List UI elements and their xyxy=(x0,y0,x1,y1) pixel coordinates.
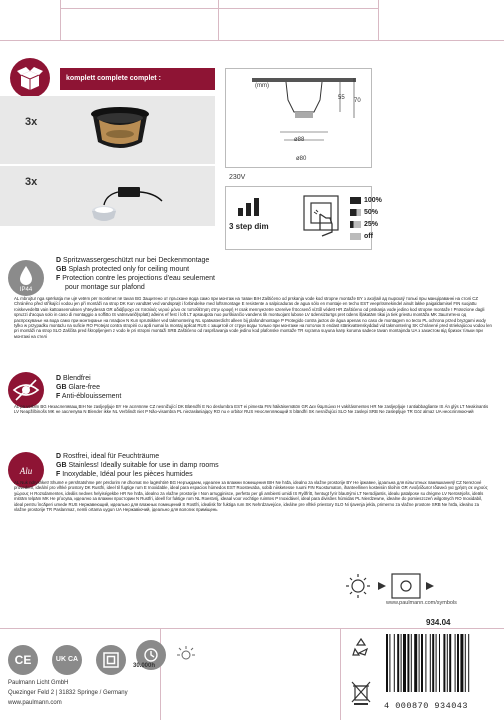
feature-ip44-translations: AL mbrojtur nga spërkatja me ujë vetëm për montimet në tavan BG Защитено от пръскане вода само при монтаж на таван BIH Zaštićeno od prskanja vode kod stropne montaže BY з ахоўай ад пырскаў толькі пры манціраванні на столі CZ Chráněno před stříkající vodou jen při montáži na strop DK Kun vandtæt ved vandsprøjt i forbindelse med loftsmontage E resistente a salpicaduras de agua sólo en montaje en techo EST veepritsmekindel ainult lakke paigaldamisel FIN suojattu roiskevedeltä vain kattoasennuksen yhteydessä GR αδιάβροχο σε πιτσιλιές νερού μόνο σε τοποθέτηση στην οροφή H csak mennyezetre szerelve fröccsenő víztől védett HR Zaštićeno od prskanja vode jedino kod stropne montaže I Protezione dagli spruzzi d'acqua solo in caso di montaggio a soffitto IS vatnsvarið(splatt) aðeins ef fest í loft LT apsaugota nuo purškiančio vandens tik montuojant lubose LV ūdensizturīgs pret ūdens šļakatām tikai ja tiek griestu montāža MK Заштитено од распрскување на вода само при монтирање на плафон N Kun sprutsikker ved takmontering NL spatwaterdicht alleen bij plafondmontage P Protegido contra jactos de água apenas no caso de montagem no tecto PL ochrona przed bryzgami wody tylko w przypadku montażu na suficie RO Protejat contra stropirii cu apă numai la montaj aplicat RUS с защитой от струи воды только при монтаже на потолок S endast stänkvattenskyddad vid takmontering SK Chránené pred striekajúcou vodou len pri montáži na strop SLO Zaščita pred škropljenjem z vodo le pri stropni montaži SRB Zaštićeno od raspršavanja vode jedino kod plafonske montaže TR sıçrama suyuna karşı koruma sadece tavan montajında UA з захистом від бризок тільки при монтажі на стелі xyxy=(14,296,492,339)
contents-label: komplett complete complet : xyxy=(60,68,215,90)
item2-count: 3x xyxy=(25,176,38,188)
symbols-url: www.paulmann.com/symbols xyxy=(386,600,457,606)
height2-label: 70 xyxy=(354,98,361,104)
article-number: 934.04 xyxy=(426,618,451,627)
outer-diameter-value: 88 xyxy=(297,137,305,143)
barcode-digits: 4 000870 934043 xyxy=(384,701,469,711)
feature-line: F Protection contre les projections d'eau seulement xyxy=(56,275,215,282)
ip44-icon xyxy=(8,260,44,296)
wall-switch-icon xyxy=(302,194,342,243)
dim-bar-icon xyxy=(350,233,361,240)
outer-diameter-label: ø88 xyxy=(294,137,305,143)
feature-line: GB Splash protected only for ceiling mount xyxy=(56,266,190,273)
fold-line xyxy=(378,0,379,40)
dim-steps-icon xyxy=(236,196,266,221)
feature-ip44 xyxy=(56,256,356,292)
dim-bar-icon xyxy=(350,209,361,216)
fold-line xyxy=(0,628,504,629)
unit-label: (mm) xyxy=(255,83,269,89)
feature-line: F Inoxydable, Idéal pour les pièces humides xyxy=(56,471,193,478)
dim-bar-icon xyxy=(350,197,361,204)
svg-text:Alu: Alu xyxy=(19,466,33,476)
dim-level: 25% xyxy=(350,218,400,230)
fold-line xyxy=(60,8,378,9)
glare-free-icon xyxy=(8,372,44,408)
dim-bar-icon xyxy=(350,221,361,228)
feature-glare-translations: AL pa verbim BG Незаслепяващ BIH Ne zasljepljuje BY Не асляпляе CZ nesnižující DK Blændfri E No deslumbra EST ei pimesta FIN häikäisemätön GR Δεν θαμπώνει H vakításmentes HR Ne zasljepljuje I antiabbagliante IS Án glýs LT Neakinantis LV Neapžilbinošs MK не заслепува N Blender ikke NL Verblindt niet P Não-visambra PL niezasłaniający RO nu e orbitor RUS Неослепляющий S bländfri SK nesnižujúci SLO Ne zaslepi SRB Ne zaslepljuje TR Göz almaz UA неосліплюючий xyxy=(14,404,489,415)
feature-line: D Rostfrei, ideal für Feuchträume xyxy=(56,453,160,460)
feature-line: pour montage sur plafond xyxy=(65,284,145,291)
cutout-diameter-value: 80 xyxy=(299,156,307,162)
feature-glare-free xyxy=(56,374,356,401)
barcode-bars-icon xyxy=(384,632,494,696)
barcode xyxy=(384,632,494,711)
feature-line: GB Stainless! Ideally suitable for use in damp rooms xyxy=(56,462,219,469)
ukca-mark-icon: UK CA xyxy=(52,645,82,675)
weee-bin-icon xyxy=(350,680,372,711)
dim-level: 100% xyxy=(350,194,400,206)
fold-line xyxy=(160,628,161,720)
dim-level: off xyxy=(350,230,400,242)
fold-line xyxy=(340,628,341,720)
lifetime-label: 30.000h xyxy=(133,663,156,669)
fold-line xyxy=(60,0,61,40)
lamp-icon xyxy=(176,645,196,670)
manufacturer-name: Paulmann Licht GmbH xyxy=(8,680,69,686)
feature-line: D Spritzwassergeschützt nur bei Deckenmontage xyxy=(56,257,210,264)
svg-text:IP44: IP44 xyxy=(19,287,33,293)
feature-stainless xyxy=(56,452,386,479)
feature-line: D Blendfrei xyxy=(56,375,91,382)
manufacturer-url: www.paulmann.com xyxy=(8,700,62,706)
height1-label: 55 xyxy=(338,95,345,101)
dim-level: 50% xyxy=(350,206,400,218)
voltage-label: 230V xyxy=(229,174,246,181)
manufacturer-address: Quezinger Feld 2 | 31832 Springe / Germany xyxy=(8,690,128,696)
box-icon xyxy=(10,58,50,98)
protection-class-icon xyxy=(96,645,126,675)
cutout-diameter-label: ø80 xyxy=(296,156,307,162)
recycling-icon xyxy=(350,636,372,663)
dim-mode-label: 3 step dim xyxy=(229,222,269,231)
feature-line: F Anti-éblouissement xyxy=(56,393,122,400)
ce-mark-icon: CE xyxy=(8,645,38,675)
feature-stainless-translations: AL Nuk ndryshket! Shumë e përshtatshme për përdorim në dhomat me lagështirë BG Неръждаем, идеален за влажни помещения BIH Ne hrđa, idealno za vlažne prostorije BY Не іржавее, ідэальна для вільготных памяшканняў CZ Nerezové provedení, ideální pro vlhké prostory DK Rustfri, ideel til fugtige rum E Inoxidable, ideal para espacios húmedos EST Roostevaba, sobib niisketesse ruumi FIN Ruostumaton, ihanteellinen kosteisiin tiloihin GR Ανοξείδωτο! Ιδανικό για χρήση σε υγρούς χώρους H Rozsdamentes, ideális nedves helyiségekbe HR Ne hrđa, idealno za vlažne prostorije I Non arrugginisce, perfetto per gli ambienti umidi IS Ryðfrítt, hentugt fyrir blautrými LT Nerūdijantis, idealu patalpose su drėgme LV Nerūsējošs, ideāls mitrām telpām MK Не рѓосува, идеално за влажни простории N Rustfri, ideell for fuktige rom NL Roestvrij, ideaal voor vochtige ruimtes P Inoxidável, ideal para divisões húmidas PL Nierdzewne, idealne do pomieszczeń wilgotnych RO Inoxidabil, ideal pentru încăperi umede RUS Нержавеющий, идеально для влажных помещений S Rostfri, idealisk för fuktiga rum SK Nehrdzavejúce, ideálne pre vlhké priestory SLO Ni rjavenja jekla, primerno za vlažne prostore SRB Ne hrđa, idealno za vlažne prostorije TR Paslanmaz, nemli ortama uygun UA Нержавіючий, ідеально для вологих приміщень xyxy=(14,480,488,513)
downlight-image xyxy=(88,104,152,159)
fold-line xyxy=(218,0,219,40)
fold-line xyxy=(0,40,504,41)
feature-line: GB Glare-free xyxy=(56,384,100,391)
item1-count: 3x xyxy=(25,116,38,128)
led-module-image xyxy=(88,183,168,230)
dim-level-list xyxy=(350,194,400,242)
dimension-drawing xyxy=(250,70,370,170)
